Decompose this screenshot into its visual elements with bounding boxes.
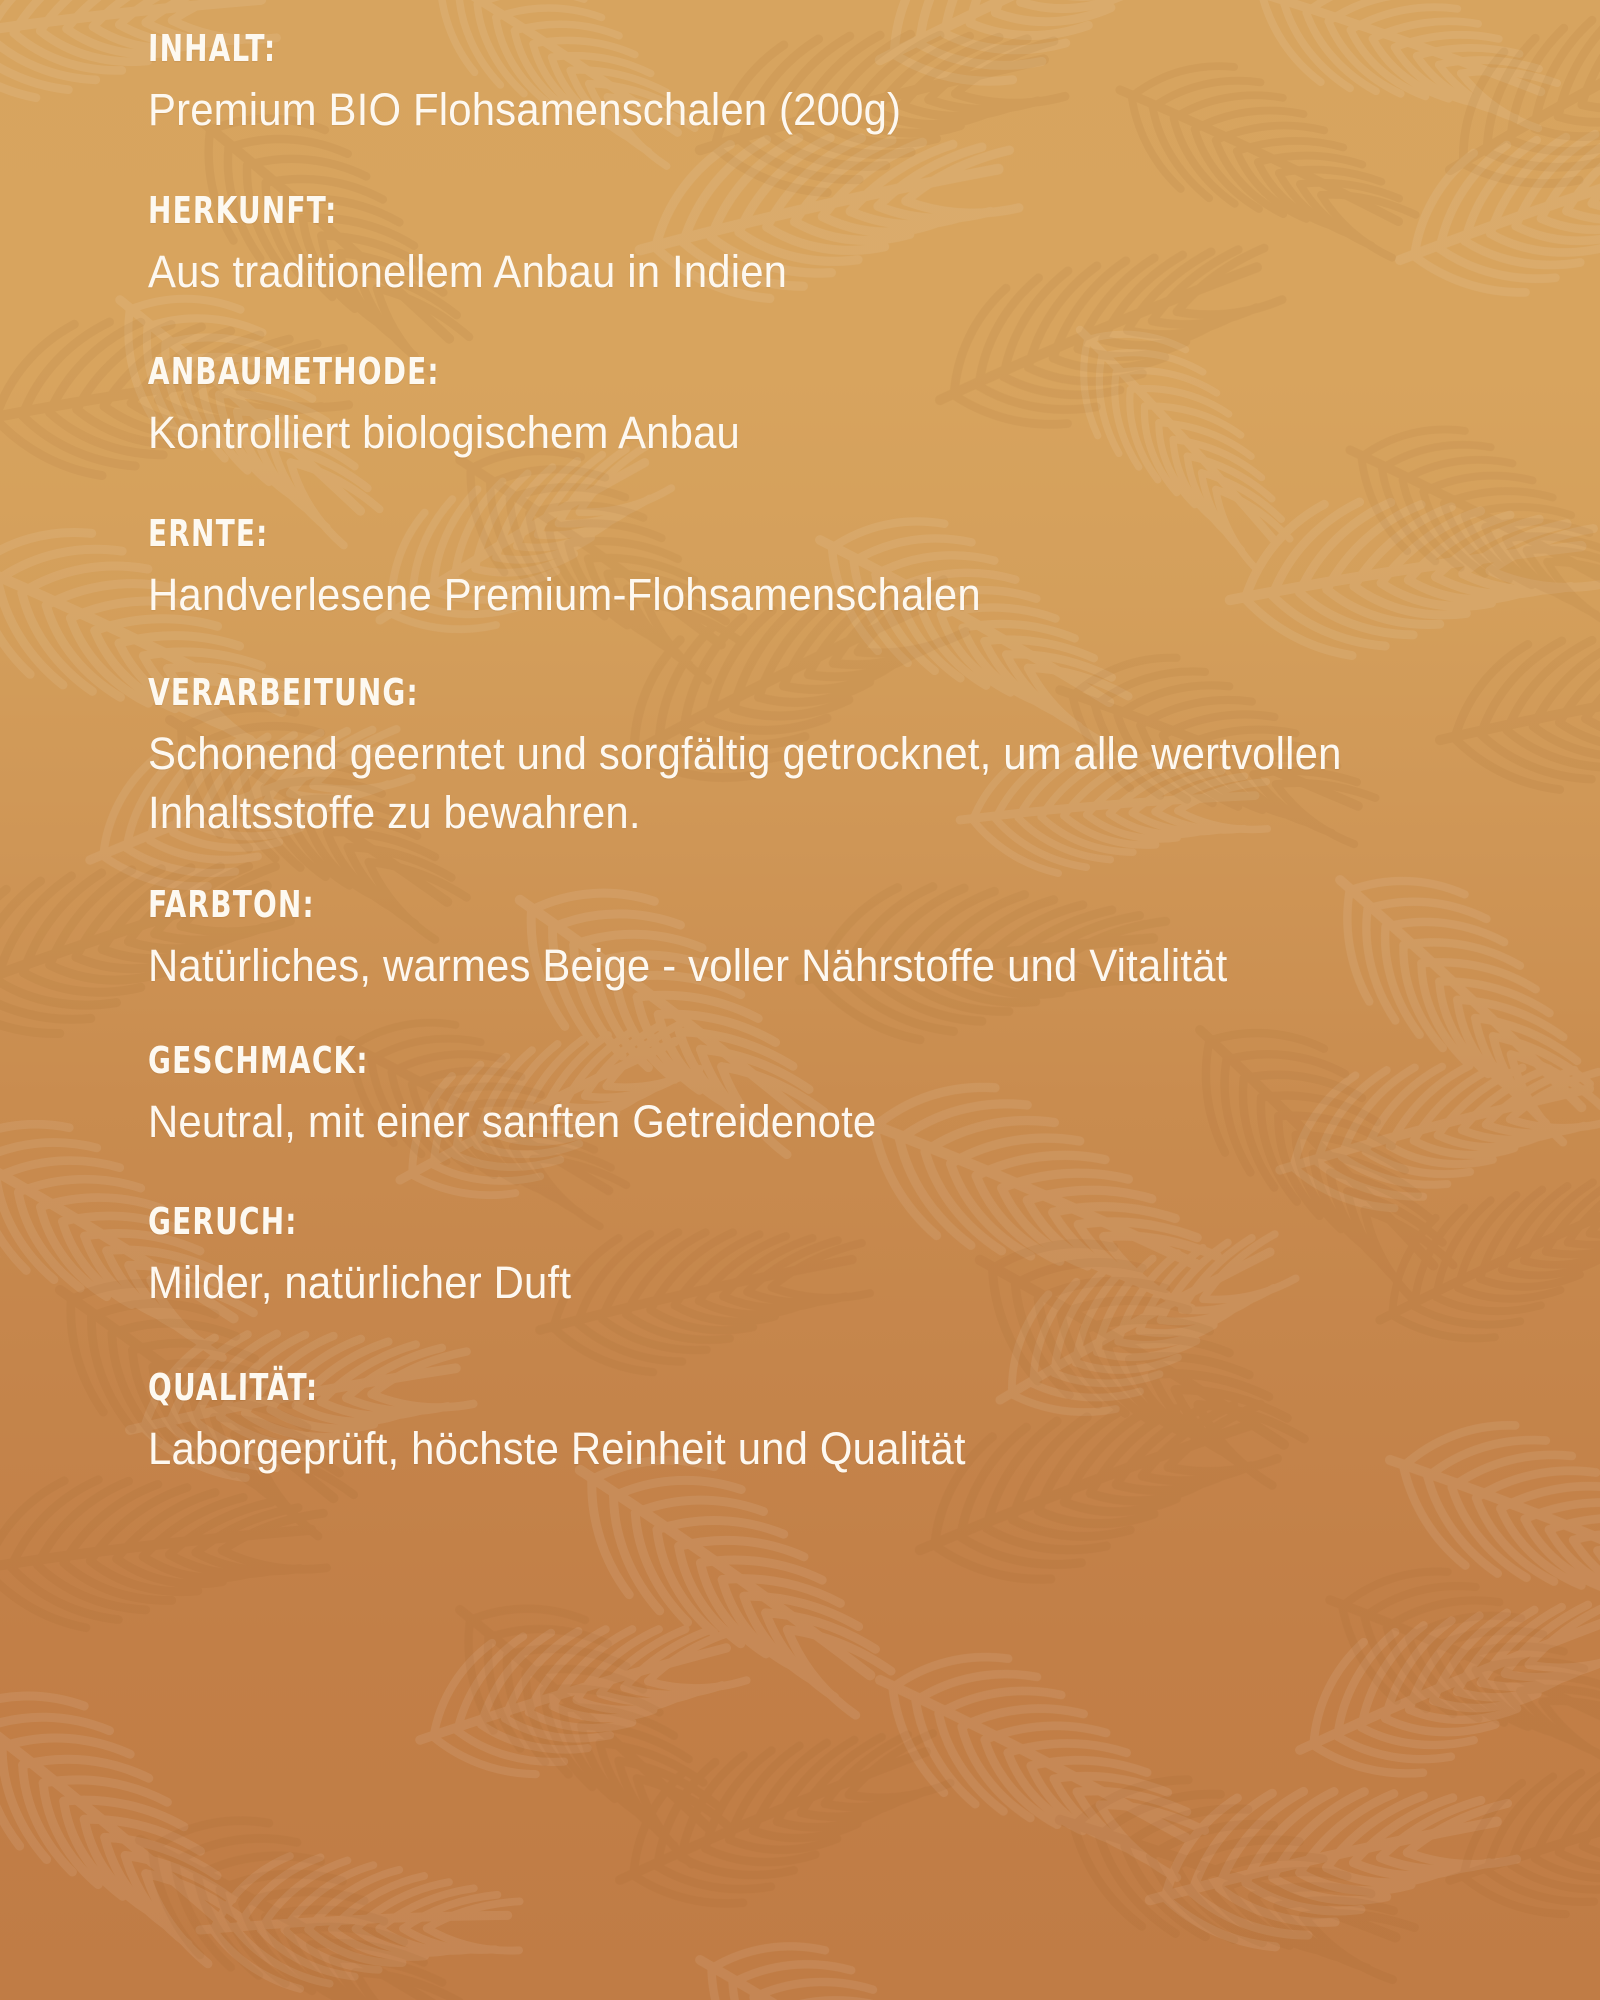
section-body-geruch: Milder, natürlicher Duft [148, 1257, 572, 1308]
section-label-geschmack: GESCHMACK: [147, 1038, 369, 1082]
section-body-farbton: Natürliches, warmes Beige - voller Nährstoffe und Vitalität [148, 940, 1228, 991]
section-body-ernte: Handverlesene Premium-Flohsamenschalen [148, 568, 981, 620]
section-label-herkunft: HERKUNFT: [147, 188, 338, 232]
section-body-qualitaet: Laborgeprüft, höchste Reinheit und Qualität [148, 1422, 966, 1474]
section-label-anbaumethode: ANBAUMETHODE: [147, 350, 440, 393]
section-verarbeitung [147, 671, 1480, 842]
section-body-inhalt: Premium BIO Flohsamenschalen (200g) [148, 84, 902, 135]
section-inhalt [147, 27, 1480, 140]
section-ernte [147, 511, 1480, 625]
section-qualitaet [147, 1365, 1480, 1479]
section-farbton [147, 883, 1480, 996]
section-body-anbaumethode: Kontrolliert biologischem Anbau [148, 407, 741, 458]
section-label-inhalt: INHALT: [147, 27, 277, 70]
section-anbaumethode [147, 350, 1480, 463]
section-geruch [147, 1200, 1480, 1313]
section-label-ernte: ERNTE: [147, 511, 269, 555]
section-body-herkunft: Aus traditionellem Anbau in Indien [148, 245, 788, 297]
section-label-farbton: FARBTON: [147, 883, 316, 926]
section-herkunft [147, 188, 1480, 302]
section-body-verarbeitung: Schonend geerntet und sorgfältig getrocknet, um alle wertvollen Inhaltsstoffe zu bewahren. [148, 728, 1342, 838]
section-geschmack [147, 1038, 1480, 1152]
section-label-geruch: GERUCH: [147, 1200, 298, 1243]
section-label-verarbeitung: VERARBEITUNG: [147, 671, 420, 714]
section-label-qualitaet: QUALITÄT: [147, 1365, 319, 1409]
section-body-geschmack: Neutral, mit einer sanften Getreidenote [148, 1095, 877, 1147]
